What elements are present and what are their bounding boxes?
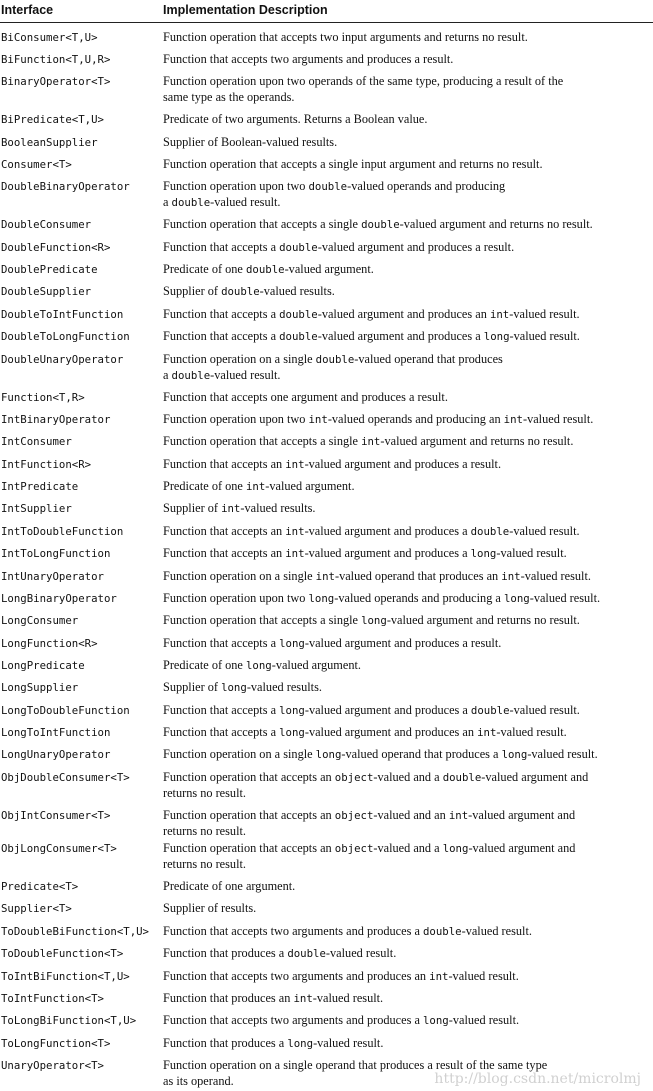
- interface-description: Function operation upon two int-valued operands and producing an int-valued result.: [163, 412, 594, 426]
- interface-description: Supplier of double-valued results.: [163, 284, 335, 298]
- interface-name: IntSupplier: [1, 502, 72, 515]
- interface-name: IntPredicate: [1, 480, 79, 493]
- interface-description: Function that accepts two arguments and produces a result.: [163, 52, 454, 66]
- interface-description: Function operation on a single long-valued operand that produces a long-valued result.: [163, 747, 598, 761]
- interface-name: LongToIntFunction: [1, 726, 111, 739]
- interface-description: Predicate of one int-valued argument.: [163, 479, 355, 493]
- interface-description: Function operation upon two double-valued operands and producing a double-valued result.: [163, 179, 506, 209]
- interface-description: Predicate of two arguments. Returns a Boolean value.: [163, 112, 428, 126]
- interface-description: Function operation that accepts an object-valued and a long-valued argument and returns no result.: [163, 841, 576, 871]
- interface-description: Function operation upon two long-valued operands and producing a long-valued result.: [163, 591, 601, 605]
- interface-name: LongUnaryOperator: [1, 748, 111, 761]
- interface-description: Supplier of results.: [163, 901, 257, 915]
- interface-description: Function that accepts a long-valued argument and produces a result.: [163, 636, 502, 650]
- interface-description: Function that accepts a long-valued argument and produces an int-valued result.: [163, 725, 567, 739]
- table-header: [0, 0, 653, 23]
- interface-name: DoubleFunction<R>: [1, 241, 111, 254]
- interface-description: Function that accepts two arguments and produces an int-valued result.: [163, 969, 519, 983]
- interface-description: Function operation that accepts an object-valued and an int-valued argument and returns no result.: [163, 808, 576, 838]
- interface-name: DoubleBinaryOperator: [1, 180, 130, 193]
- header-description: Implementation Description: [163, 3, 328, 17]
- interface-description: Function operation that accepts a single int-valued argument and returns no result.: [163, 434, 574, 448]
- interface-description: Supplier of long-valued results.: [163, 680, 322, 694]
- interface-description: Supplier of Boolean-valued results.: [163, 135, 338, 149]
- interface-description: Predicate of one long-valued argument.: [163, 658, 361, 672]
- interface-description: Predicate of one argument.: [163, 879, 296, 893]
- interface-name: IntToDoubleFunction: [1, 525, 124, 538]
- interface-name: Supplier<T>: [1, 902, 72, 915]
- interface-name: ToIntBiFunction<T,U>: [1, 970, 130, 983]
- interface-name: DoubleSupplier: [1, 285, 92, 298]
- interface-name: ObjIntConsumer<T>: [1, 809, 111, 822]
- interface-description: Supplier of int-valued results.: [163, 501, 316, 515]
- interface-description: Function operation on a single int-valued operand that produces an int-valued result.: [163, 569, 591, 583]
- interface-name: Function<T,R>: [1, 391, 85, 404]
- interface-name: DoubleUnaryOperator: [1, 353, 124, 366]
- interface-name: BinaryOperator<T>: [1, 75, 111, 88]
- interface-name: Consumer<T>: [1, 158, 72, 171]
- interface-description: Function operation that accepts a single input argument and returns no result.: [163, 157, 543, 171]
- interface-name: IntUnaryOperator: [1, 570, 104, 583]
- interface-description: Function that produces a long-valued result.: [163, 1036, 384, 1050]
- interface-description: Function that accepts a double-valued argument and produces an int-valued result.: [163, 307, 580, 321]
- interface-description: Function that produces an int-valued result.: [163, 991, 384, 1005]
- interface-name: LongPredicate: [1, 659, 85, 672]
- interface-description: Function that produces a double-valued result.: [163, 946, 397, 960]
- interface-name: BiConsumer<T,U>: [1, 31, 98, 44]
- interface-description: Function that accepts one argument and produces a result.: [163, 390, 448, 404]
- interface-name: IntFunction<R>: [1, 458, 92, 471]
- interface-name: DoubleConsumer: [1, 218, 92, 231]
- interface-description: Predicate of one double-valued argument.: [163, 262, 374, 276]
- interface-name: IntToLongFunction: [1, 547, 111, 560]
- interface-name: UnaryOperator<T>: [1, 1059, 104, 1072]
- interface-name: BiFunction<T,U,R>: [1, 53, 111, 66]
- interface-name: BiPredicate<T,U>: [1, 113, 104, 126]
- interface-name: Predicate<T>: [1, 880, 79, 893]
- interface-description: Function that accepts two arguments and produces a double-valued result.: [163, 924, 532, 938]
- interface-description: Function operation upon two operands of the same type, producing a result of the same type as the operands.: [163, 74, 564, 104]
- interface-description: Function operation that accepts a single double-valued argument and returns no result.: [163, 217, 593, 231]
- interface-name: LongConsumer: [1, 614, 79, 627]
- interface-description: Function that accepts an int-valued argument and produces a result.: [163, 457, 502, 471]
- interface-description: Function that accepts a double-valued argument and produces a result.: [163, 240, 515, 254]
- interface-name: ToDoubleFunction<T>: [1, 947, 124, 960]
- interface-name: DoubleToLongFunction: [1, 330, 130, 343]
- header-interface: Interface: [1, 3, 54, 17]
- interface-description: Function operation that accepts two input arguments and returns no result.: [163, 30, 528, 44]
- interface-name: ToIntFunction<T>: [1, 992, 104, 1005]
- interface-description: Function operation that accepts an object-valued and a double-valued argument and returns no result.: [163, 770, 589, 800]
- interface-name: LongFunction<R>: [1, 637, 98, 650]
- interface-name: ToLongFunction<T>: [1, 1037, 111, 1050]
- interface-name: LongBinaryOperator: [1, 592, 117, 605]
- interface-description: Function that accepts a double-valued argument and produces a long-valued result.: [163, 329, 580, 343]
- interface-description: Function operation on a single double-valued operand that produces a double-valued result.: [163, 352, 503, 382]
- interface-description: Function that accepts an int-valued argument and produces a double-valued result.: [163, 524, 580, 538]
- interface-description: Function that accepts two arguments and produces a long-valued result.: [163, 1013, 520, 1027]
- interface-name: ObjLongConsumer<T>: [1, 842, 117, 855]
- interface-name: IntBinaryOperator: [1, 413, 111, 426]
- interface-name: IntConsumer: [1, 435, 72, 448]
- interface-description: Function that accepts a long-valued argument and produces a double-valued result.: [163, 703, 580, 717]
- interface-description: Function operation that accepts a single long-valued argument and returns no result.: [163, 613, 580, 627]
- watermark: http://blog.csdn.net/microlmj: [434, 1071, 641, 1087]
- interface-description: Function operation on a single operand that produces a result of the same type as its operand.: [163, 1058, 548, 1088]
- interface-name: LongSupplier: [1, 681, 79, 694]
- interface-name: LongToDoubleFunction: [1, 704, 130, 717]
- interface-name: BooleanSupplier: [1, 136, 98, 149]
- interface-name: ToDoubleBiFunction<T,U>: [1, 925, 149, 938]
- interface-name: DoublePredicate: [1, 263, 98, 276]
- interface-name: ToLongBiFunction<T,U>: [1, 1014, 137, 1027]
- interface-name: DoubleToIntFunction: [1, 308, 124, 321]
- interface-name: ObjDoubleConsumer<T>: [1, 771, 130, 784]
- interface-description: Function that accepts an int-valued argument and produces a long-valued result.: [163, 546, 567, 560]
